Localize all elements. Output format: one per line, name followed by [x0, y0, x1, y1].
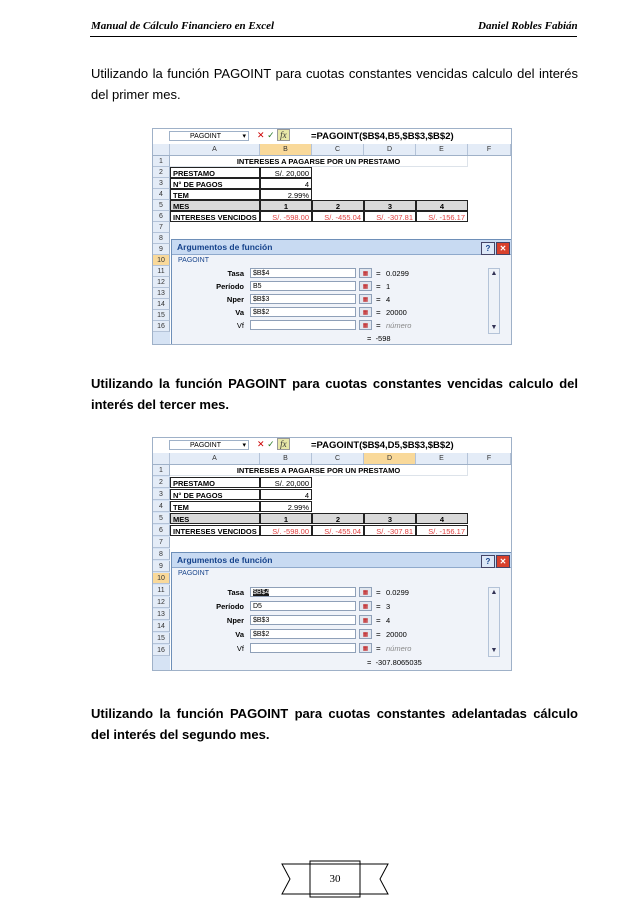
row-header[interactable]: 11 [153, 266, 170, 277]
formula-bar [153, 438, 511, 454]
arg-input-va[interactable]: $B$2 [250, 629, 356, 639]
cell-npagos-label[interactable]: N° DE PAGOS [170, 489, 260, 500]
row-header[interactable]: 4 [153, 189, 170, 200]
arg-label: Tasa [227, 269, 244, 278]
arg-input-vf[interactable] [250, 320, 356, 330]
range-select-icon[interactable]: ▦ [359, 587, 372, 597]
cancel-icon[interactable]: ✕ [257, 439, 265, 449]
row-header[interactable]: 14 [153, 299, 170, 310]
page-number-frame [280, 860, 390, 903]
dialog-title: Argumentos de función ? ✕ [172, 553, 512, 568]
row-header[interactable]: 15 [153, 310, 170, 321]
insert-function-icon[interactable]: fx [277, 438, 290, 450]
range-select-icon[interactable]: ▦ [359, 268, 372, 278]
name-box[interactable]: PAGOINT ▾ [169, 440, 249, 450]
cell-tem-label[interactable]: TEM [170, 189, 260, 200]
arg-label: Nper [226, 616, 244, 625]
row-header[interactable]: 6 [153, 211, 170, 222]
range-select-icon[interactable]: ▦ [359, 320, 372, 330]
dialog-title: Argumentos de función ? ✕ [172, 240, 512, 255]
confirm-icon[interactable]: ✓ [267, 130, 275, 140]
row-header[interactable]: 9 [153, 244, 170, 255]
arg-label: Tasa [227, 588, 244, 597]
close-icon[interactable]: ✕ [496, 555, 510, 568]
arg-row-nper [172, 615, 512, 627]
cell-prestamo-value[interactable]: S/. 20,000 [260, 477, 312, 488]
dialog-scrollbar[interactable] [488, 587, 500, 657]
column-header-e[interactable]: E [416, 144, 468, 155]
range-select-icon[interactable]: ▦ [359, 307, 372, 317]
cell-mes-label[interactable]: MES [170, 200, 260, 211]
range-select-icon[interactable]: ▦ [359, 601, 372, 611]
equals-sign: = [376, 644, 381, 653]
cell-mes-3[interactable]: 3 [364, 513, 416, 524]
cell-title[interactable]: INTERESES A PAGARSE POR UN PRESTAMO [170, 465, 468, 476]
close-icon[interactable]: ✕ [496, 242, 510, 255]
excel-screenshot-1 [152, 128, 512, 345]
arg-row-nper [172, 294, 512, 306]
page-number: 30 [329, 873, 341, 885]
row-header[interactable]: 12 [153, 277, 170, 288]
function-arguments-dialog [171, 552, 512, 671]
row-header[interactable]: 7 [153, 537, 170, 548]
arg-row-va [172, 307, 512, 319]
arg-value: 3 [386, 602, 391, 611]
row-header[interactable]: 14 [153, 621, 170, 632]
row-header[interactable]: 7 [153, 222, 170, 233]
arg-label: Período [216, 602, 244, 611]
cell-interes-4[interactable]: S/. -156.17 [416, 525, 468, 536]
cell-npagos-value[interactable]: 4 [260, 178, 312, 189]
cell-npagos-label[interactable]: N° DE PAGOS [170, 178, 260, 189]
paragraph-second-month-advance: Utilizando la función PAGOINT para cuotas constantes adelantadas cálculo del interés del segundo mes. [91, 706, 578, 742]
cancel-icon[interactable]: ✕ [257, 130, 265, 140]
arg-input-tasa[interactable]: $B$4 [250, 268, 356, 278]
arg-label: Período [216, 282, 244, 291]
cell-mes-1[interactable]: 1 [260, 513, 312, 524]
corner-cell[interactable] [153, 453, 170, 464]
header-left-title: Manual de Cálculo Financiero en Excel [91, 20, 275, 32]
excel-screenshot-2 [152, 437, 512, 671]
row-header[interactable]: 5 [153, 200, 170, 211]
cell-mes-1[interactable]: 1 [260, 200, 312, 211]
column-header-d[interactable]: D [364, 453, 416, 464]
scroll-up-icon[interactable]: ▲ [490, 589, 498, 596]
arg-value: número [386, 321, 412, 330]
formula-bar-icons [257, 439, 290, 450]
cell-interes-1[interactable]: S/. -598.00 [260, 211, 312, 222]
arg-label: Nper [226, 295, 244, 304]
formula-result: = -598 [367, 334, 391, 343]
column-header-b[interactable]: B [260, 453, 312, 464]
cell-interes-3[interactable]: S/. -307.81 [364, 525, 416, 536]
equals-sign: = [376, 308, 381, 317]
cell-tem-value[interactable]: 2.99% [260, 501, 312, 512]
cell-prestamo-label[interactable]: PRESTAMO [170, 167, 260, 178]
cell-prestamo-value[interactable]: S/. 20,000 [260, 167, 312, 178]
confirm-icon[interactable]: ✓ [267, 439, 275, 449]
column-header-e[interactable]: E [416, 453, 468, 464]
cell-interes-2[interactable]: S/. -455.04 [312, 211, 364, 222]
column-headers [153, 453, 511, 465]
column-header-a[interactable]: A [170, 453, 260, 464]
arg-input-va[interactable]: $B$2 [250, 307, 356, 317]
paragraph-first-month: Utilizando la función PAGOINT para cuotas constantes vencidas calculo del interés del primer mes. [91, 66, 578, 102]
arg-label: Vf [236, 321, 244, 330]
arg-label: Vf [236, 644, 244, 653]
cell-intereses-label[interactable]: INTERESES VENCIDOS [170, 525, 260, 536]
range-select-icon[interactable]: ▦ [359, 615, 372, 625]
arg-value: 0.0299 [386, 588, 409, 597]
arg-row-vf [172, 643, 512, 655]
equals-sign: = [376, 295, 381, 304]
row-header[interactable]: 10 [153, 573, 170, 584]
row-header[interactable]: 9 [153, 561, 170, 572]
corner-cell[interactable] [153, 144, 170, 155]
equals-sign: = [376, 269, 381, 278]
column-header-b[interactable]: B [260, 144, 312, 155]
equals-sign: = [376, 602, 381, 611]
range-select-icon[interactable]: ▦ [359, 629, 372, 639]
cell-mes-4[interactable]: 4 [416, 513, 468, 524]
row-header[interactable]: 5 [153, 513, 170, 524]
row-header[interactable]: 4 [153, 501, 170, 512]
arg-row-tasa [172, 268, 512, 280]
arg-value: 1 [386, 282, 391, 291]
cell-title[interactable]: INTERESES A PAGARSE POR UN PRESTAMO [170, 156, 468, 167]
arg-row-tasa [172, 587, 512, 599]
column-header-c[interactable]: C [312, 144, 364, 155]
cell-interes-4[interactable]: S/. -156.17 [416, 211, 468, 222]
range-select-icon[interactable]: ▦ [359, 643, 372, 653]
formula-result: = -307.8065035 [367, 658, 422, 667]
row-header[interactable]: 13 [153, 609, 170, 620]
arg-label: Va [235, 630, 244, 639]
arg-input-tasa[interactable]: $B$4 [250, 587, 356, 597]
arg-row-vf [172, 320, 512, 332]
range-select-icon[interactable]: ▦ [359, 294, 372, 304]
row-header[interactable]: 8 [153, 233, 170, 244]
help-icon[interactable]: ? [481, 242, 495, 255]
arg-value: 4 [386, 616, 391, 625]
function-arguments-dialog [171, 239, 512, 345]
cell-interes-1[interactable]: S/. -598.00 [260, 525, 312, 536]
scroll-down-icon[interactable]: ▼ [490, 324, 498, 331]
scroll-down-icon[interactable]: ▼ [490, 647, 498, 654]
paragraph-third-month: Utilizando la función PAGOINT para cuotas constantes vencidas calculo del interés del tercer mes. [91, 376, 578, 412]
arg-input-nper[interactable]: $B$3 [250, 615, 356, 625]
header-rule [90, 36, 577, 37]
column-header-d[interactable]: D [364, 144, 416, 155]
cell-interes-3[interactable]: S/. -307.81 [364, 211, 416, 222]
function-name: PAGOINT [178, 257, 209, 264]
arg-value: 20000 [386, 308, 407, 317]
arg-value: número [386, 644, 412, 653]
row-header[interactable]: 6 [153, 525, 170, 536]
row-header[interactable]: 1 [153, 465, 170, 476]
cell-mes-2[interactable]: 2 [312, 200, 364, 211]
column-header-f[interactable]: F [468, 453, 511, 464]
dropdown-icon: ▾ [242, 442, 246, 449]
row-header[interactable]: 11 [153, 585, 170, 596]
equals-sign: = [376, 630, 381, 639]
row-header[interactable]: 3 [153, 489, 170, 500]
arg-input-periodo[interactable]: D5 [250, 601, 356, 611]
column-header-c[interactable]: C [312, 453, 364, 464]
arg-value: 20000 [386, 630, 407, 639]
arg-input-periodo[interactable]: B5 [250, 281, 356, 291]
row-header[interactable]: 10 [153, 255, 170, 266]
range-select-icon[interactable]: ▦ [359, 281, 372, 291]
row-header[interactable]: 15 [153, 633, 170, 644]
equals-sign: = [376, 321, 381, 330]
header-right-author: Daniel Robles Fabián [478, 20, 578, 32]
equals-sign: = [376, 588, 381, 597]
row-header[interactable]: 8 [153, 549, 170, 560]
dialog-scrollbar[interactable] [488, 268, 500, 334]
formula-bar [153, 129, 511, 145]
cell-tem-value[interactable]: 2.99% [260, 189, 312, 200]
arg-value: 0.0299 [386, 269, 409, 278]
equals-sign: = [376, 282, 381, 291]
function-name: PAGOINT [178, 570, 209, 577]
row-header[interactable]: 12 [153, 597, 170, 608]
row-header[interactable]: 2 [153, 167, 170, 178]
cell-mes-label[interactable]: MES [170, 513, 260, 524]
column-header-f[interactable]: F [468, 144, 511, 155]
formula-bar-icons [257, 130, 290, 141]
row-header[interactable]: 13 [153, 288, 170, 299]
arg-input-vf[interactable] [250, 643, 356, 653]
cell-mes-4[interactable]: 4 [416, 200, 468, 211]
cell-prestamo-label[interactable]: PRESTAMO [170, 477, 260, 488]
row-header[interactable]: 2 [153, 477, 170, 488]
arg-row-periodo [172, 281, 512, 293]
cell-interes-2[interactable]: S/. -455.04 [312, 525, 364, 536]
equals-sign: = [376, 616, 381, 625]
cell-npagos-value[interactable]: 4 [260, 489, 312, 500]
row-header[interactable]: 16 [153, 321, 170, 332]
help-icon[interactable]: ? [481, 555, 495, 568]
cell-tem-label[interactable]: TEM [170, 501, 260, 512]
column-headers [153, 144, 511, 156]
cell-intereses-label[interactable]: INTERESES VENCIDOS [170, 211, 260, 222]
column-header-a[interactable]: A [170, 144, 260, 155]
formula-text[interactable]: =PAGOINT($B$4,D5,$B$3,$B$2) [311, 440, 454, 451]
cell-mes-2[interactable]: 2 [312, 513, 364, 524]
arg-input-nper[interactable]: $B$3 [250, 294, 356, 304]
arg-row-periodo [172, 601, 512, 613]
row-header[interactable]: 3 [153, 178, 170, 189]
row-header[interactable]: 16 [153, 645, 170, 656]
dropdown-icon: ▾ [242, 133, 246, 140]
scroll-up-icon[interactable]: ▲ [490, 270, 498, 277]
arg-label: Va [235, 308, 244, 317]
insert-function-icon[interactable]: fx [277, 129, 290, 141]
formula-text[interactable]: =PAGOINT($B$4,B5,$B$3,$B$2) [311, 131, 454, 142]
cell-mes-3[interactable]: 3 [364, 200, 416, 211]
name-box[interactable]: PAGOINT ▾ [169, 131, 249, 141]
arg-row-va [172, 629, 512, 641]
row-header[interactable]: 1 [153, 156, 170, 167]
arg-value: 4 [386, 295, 391, 304]
